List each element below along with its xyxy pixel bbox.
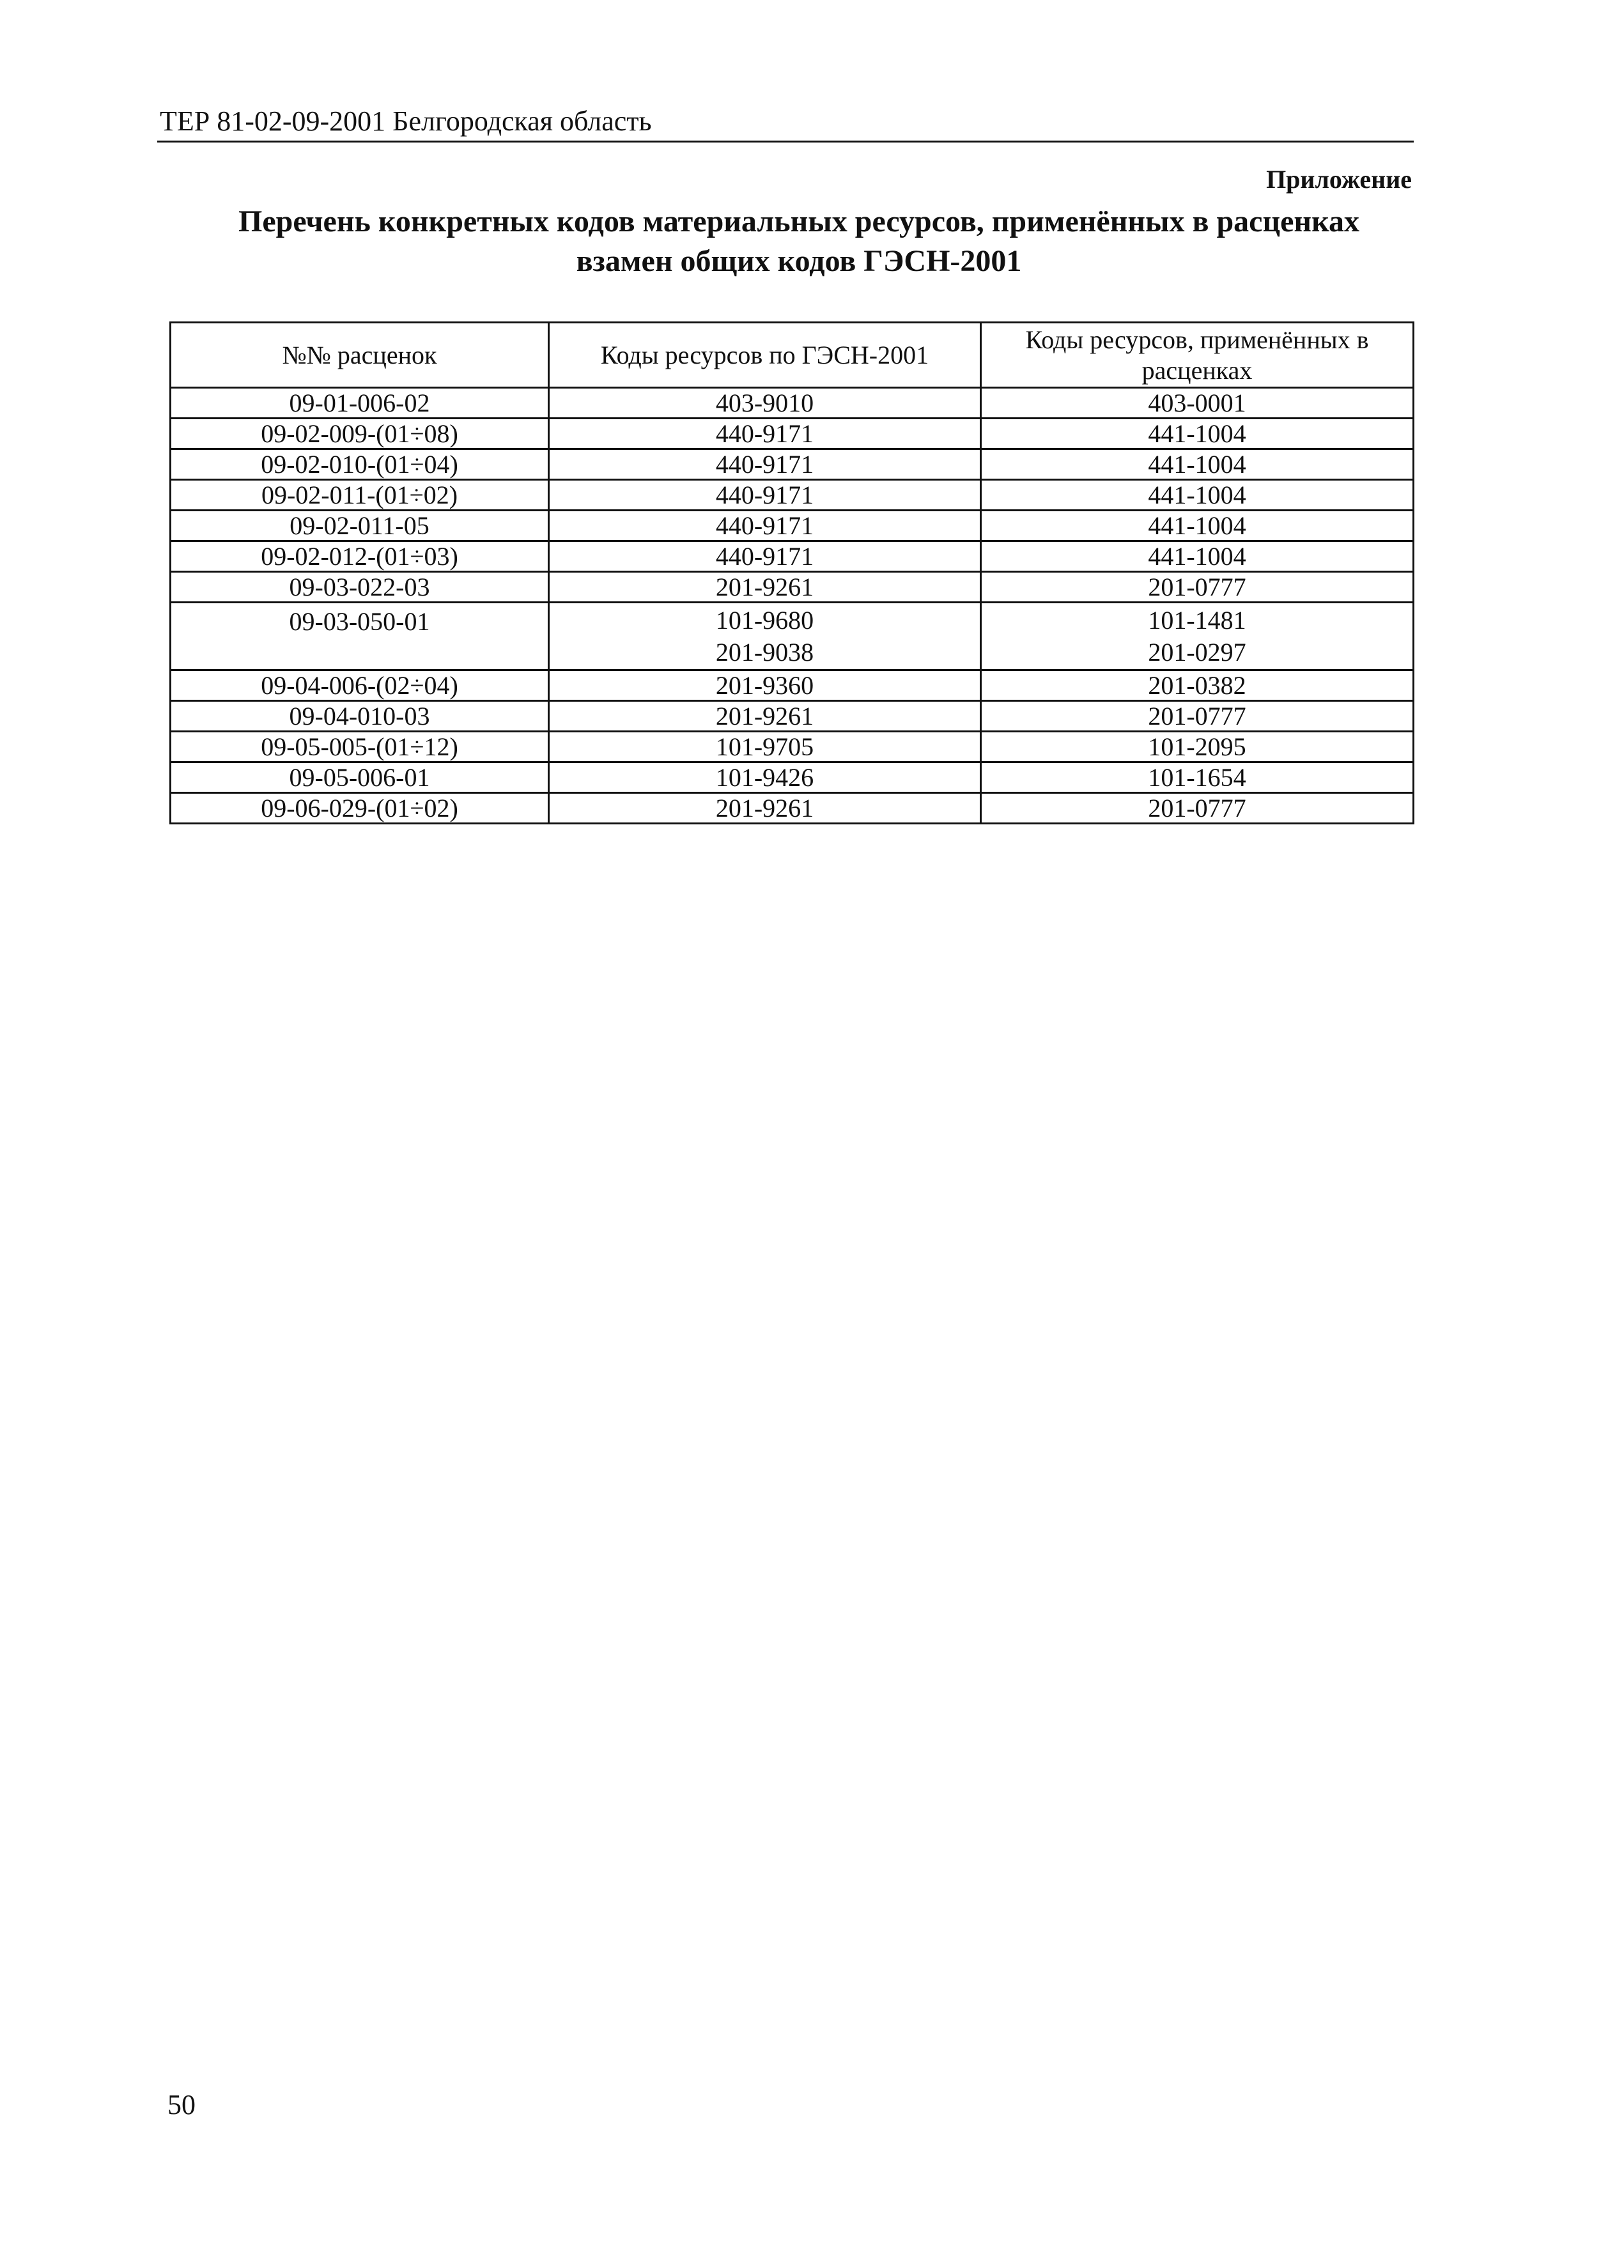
applied-code-cell: 403-0001: [981, 388, 1414, 419]
table-row: [171, 511, 1414, 541]
gesn-code-cell: 440-9171: [549, 449, 981, 480]
gesn-code-cell: 201-9261: [549, 793, 981, 824]
running-header: ТЕР 81-02-09-2001 Белгородская область: [160, 105, 652, 137]
doc-title-line-1: Перечень конкретных кодов материальных ресурсов, применённых в расценках: [238, 204, 1359, 238]
table-row: [171, 701, 1414, 732]
rate-number-cell: 09-04-006-(02÷04): [171, 670, 549, 701]
rate-number-cell: 09-03-022-03: [171, 572, 549, 603]
table-row: [171, 572, 1414, 603]
gesn-code-cell: 201-9261: [549, 572, 981, 603]
column-header-gesn-codes: Коды ресурсов по ГЭСН-2001: [549, 323, 981, 388]
rate-number-cell: 09-06-029-(01÷02): [171, 793, 549, 824]
applied-code-cell: 441-1004: [981, 449, 1414, 480]
rate-number-cell: 09-02-011-05: [171, 511, 549, 541]
gesn-code-cell: 440-9171: [549, 541, 981, 572]
table-row: [171, 419, 1414, 449]
rate-number-cell: 09-02-010-(01÷04): [171, 449, 549, 480]
rate-number-cell: 09-05-006-01: [171, 762, 549, 793]
applied-code-cell: 101-1654: [981, 762, 1414, 793]
page-number: 50: [167, 2089, 196, 2120]
gesn-code-cell: 101-9426: [549, 762, 981, 793]
table-row: [171, 732, 1414, 762]
rate-number-cell: 09-02-011-(01÷02): [171, 480, 549, 511]
applied-code-cell: [981, 603, 1414, 670]
applied-code-cell: 201-0777: [981, 701, 1414, 732]
gesn-code-cell: 440-9171: [549, 511, 981, 541]
applied-code-cell: 441-1004: [981, 480, 1414, 511]
rate-number-cell: 09-03-050-01: [171, 603, 549, 670]
header-rule: [157, 141, 1414, 143]
gesn-code-cell: 201-9360: [549, 670, 981, 701]
applied-code-line: 201-0297: [1148, 637, 1246, 667]
gesn-code-line: 101-9680: [715, 605, 814, 635]
resource-codes-table: [169, 321, 1414, 824]
gesn-code-cell: [549, 603, 981, 670]
table-row: [171, 388, 1414, 419]
appendix-label: Приложение: [1266, 165, 1412, 194]
table-header-row: [171, 323, 1414, 388]
applied-code-cell: 441-1004: [981, 541, 1414, 572]
column-header-applied-codes: Коды ресурсов, применённых в расценках: [981, 323, 1414, 388]
table-row: [171, 541, 1414, 572]
table-row: [171, 449, 1414, 480]
table-row: [171, 670, 1414, 701]
rate-number-cell: 09-05-005-(01÷12): [171, 732, 549, 762]
table-row: [171, 480, 1414, 511]
applied-code-cell: 441-1004: [981, 511, 1414, 541]
gesn-code-cell: 101-9705: [549, 732, 981, 762]
table-row: [171, 762, 1414, 793]
table-row: [171, 793, 1414, 824]
gesn-code-cell: 403-9010: [549, 388, 981, 419]
gesn-code-line: 201-9038: [715, 637, 814, 667]
applied-code-line: 101-1481: [1148, 605, 1246, 635]
gesn-code-cell: 201-9261: [549, 701, 981, 732]
column-header-rate-number: №№ расценок: [171, 323, 549, 388]
applied-code-cell: 201-0777: [981, 793, 1414, 824]
doc-title-line-2: взамен общих кодов ГЭСН-2001: [576, 244, 1022, 278]
applied-code-cell: 201-0382: [981, 670, 1414, 701]
rate-number-cell: 09-02-012-(01÷03): [171, 541, 549, 572]
rate-number-cell: 09-04-010-03: [171, 701, 549, 732]
gesn-code-cell: 440-9171: [549, 480, 981, 511]
table-row: [171, 603, 1414, 670]
applied-code-cell: 441-1004: [981, 419, 1414, 449]
applied-code-cell: 201-0777: [981, 572, 1414, 603]
rate-number-cell: 09-02-009-(01÷08): [171, 419, 549, 449]
applied-code-cell: 101-2095: [981, 732, 1414, 762]
gesn-code-cell: 440-9171: [549, 419, 981, 449]
rate-number-cell: 09-01-006-02: [171, 388, 549, 419]
